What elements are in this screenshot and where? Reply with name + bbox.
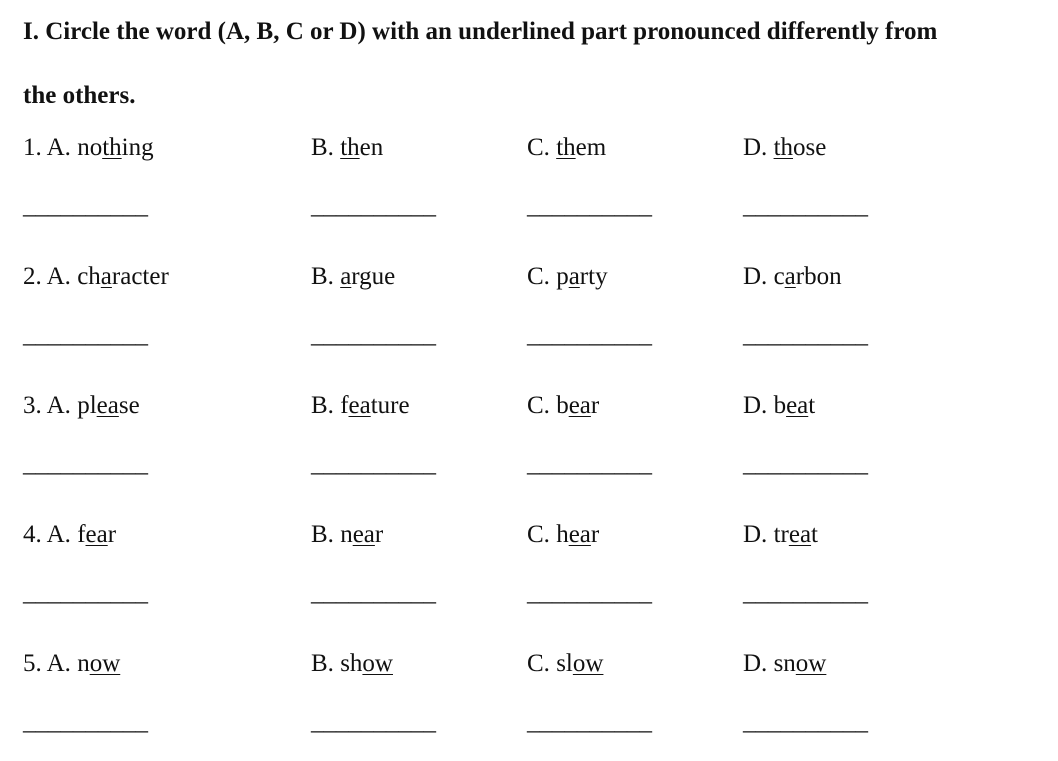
answer-option[interactable] <box>743 388 815 424</box>
word-suffix: r <box>590 521 600 548</box>
answer-option[interactable] <box>527 388 599 424</box>
instruction-line-1: I. Circle the word (A, B, C or D) with an underlined part pronounced differently from <box>23 18 938 45</box>
word-suffix: rgue <box>351 263 396 290</box>
option-letter: A. <box>46 650 71 677</box>
question-number: 1. <box>23 134 42 161</box>
word-prefix: tr <box>773 521 789 548</box>
question-list <box>23 116 1043 761</box>
word-suffix: r <box>590 392 600 419</box>
underlined-part: ow <box>89 650 121 677</box>
word-suffix: en <box>359 134 384 161</box>
answer-option[interactable] <box>743 259 842 295</box>
answer-option[interactable] <box>23 517 116 553</box>
answer-blank[interactable]: __________ <box>743 450 868 477</box>
answer-blank[interactable]: __________ <box>311 708 436 735</box>
answer-blank[interactable]: __________ <box>743 192 868 219</box>
underlined-part: ea <box>568 521 591 548</box>
option-word <box>77 650 120 677</box>
option-word <box>774 392 816 419</box>
underlined-part: ow <box>795 650 827 677</box>
word-prefix: f <box>77 521 86 548</box>
option-word <box>556 650 603 677</box>
word-prefix: c <box>773 263 785 290</box>
question-row <box>23 116 1043 245</box>
option-letter: B. <box>311 392 334 419</box>
underlined-part: ea <box>786 392 809 419</box>
question-row <box>23 245 1043 374</box>
option-word <box>556 134 606 161</box>
underlined-part: a <box>784 263 796 290</box>
answer-blank[interactable]: __________ <box>311 192 436 219</box>
underlined-part: ea <box>85 521 108 548</box>
word-prefix: n <box>77 650 90 677</box>
option-letter: C. <box>527 263 550 290</box>
option-word <box>556 392 599 419</box>
answer-option[interactable] <box>743 130 826 166</box>
question-number: 4. <box>23 521 42 548</box>
answer-option[interactable] <box>311 388 410 424</box>
option-letter: A. <box>46 263 71 290</box>
option-letter: A. <box>46 134 71 161</box>
word-suffix: racter <box>111 263 169 290</box>
underlined-part: ea <box>352 521 375 548</box>
instruction-line-2: the others. <box>23 82 136 109</box>
option-word <box>77 521 116 548</box>
option-letter: C. <box>527 392 550 419</box>
option-word <box>77 392 139 419</box>
option-word <box>77 134 153 161</box>
option-word <box>774 650 827 677</box>
answer-blank[interactable]: __________ <box>311 321 436 348</box>
option-letter: B. <box>311 134 334 161</box>
option-word <box>556 521 599 548</box>
answer-blank[interactable]: __________ <box>527 450 652 477</box>
answer-option[interactable] <box>23 388 140 424</box>
answer-option[interactable] <box>743 646 826 682</box>
option-letter: B. <box>311 521 334 548</box>
answer-blank[interactable]: __________ <box>23 708 148 735</box>
option-letter: A. <box>46 392 71 419</box>
underlined-part: a <box>100 263 112 290</box>
word-suffix: t <box>808 392 816 419</box>
option-letter: D. <box>743 650 768 677</box>
answer-blank[interactable]: __________ <box>23 450 148 477</box>
question-row <box>23 374 1043 503</box>
underlined-part: a <box>568 263 580 290</box>
question-number: 2. <box>23 263 42 290</box>
word-suffix: rbon <box>795 263 842 290</box>
option-word <box>556 263 607 290</box>
option-letter: B. <box>311 650 334 677</box>
answer-option[interactable] <box>527 646 603 682</box>
instruction-heading <box>23 0 1053 128</box>
word-prefix: sn <box>773 650 796 677</box>
option-letter: B. <box>311 263 334 290</box>
word-prefix: ch <box>77 263 101 290</box>
answer-blank[interactable]: __________ <box>743 708 868 735</box>
option-letter: D. <box>743 392 768 419</box>
answer-blank[interactable]: __________ <box>23 192 148 219</box>
question-row <box>23 632 1043 761</box>
underlined-part: th <box>773 134 794 161</box>
option-word <box>340 263 395 290</box>
answer-option[interactable] <box>527 130 606 166</box>
underlined-part: ea <box>788 521 812 548</box>
option-letter: D. <box>743 263 768 290</box>
answer-option[interactable] <box>311 646 393 682</box>
answer-blank[interactable]: __________ <box>527 708 652 735</box>
answer-blank[interactable]: __________ <box>743 579 868 606</box>
option-letter: D. <box>743 134 768 161</box>
word-prefix: sl <box>556 650 573 677</box>
word-suffix: r <box>107 521 117 548</box>
option-word <box>340 521 383 548</box>
word-prefix: f <box>340 392 349 419</box>
option-letter: D. <box>743 521 768 548</box>
word-suffix: ture <box>370 392 410 419</box>
underlined-part: a <box>340 263 352 290</box>
underlined-part: th <box>556 134 576 161</box>
option-word <box>774 521 818 548</box>
option-word <box>340 392 409 419</box>
underlined-part: ea <box>348 392 371 419</box>
underlined-part: ea <box>568 392 591 419</box>
underlined-part: th <box>340 134 360 161</box>
answer-blank[interactable]: __________ <box>743 321 868 348</box>
answer-option[interactable] <box>23 259 169 295</box>
word-suffix: ose <box>793 134 827 161</box>
answer-blank[interactable]: __________ <box>527 192 652 219</box>
answer-blank[interactable]: __________ <box>23 579 148 606</box>
word-prefix: h <box>556 521 569 548</box>
answer-blank[interactable]: __________ <box>527 579 652 606</box>
word-suffix: rty <box>579 263 608 290</box>
option-letter: C. <box>527 521 550 548</box>
answer-blank[interactable]: __________ <box>311 579 436 606</box>
answer-option[interactable] <box>23 130 154 166</box>
question-number: 5. <box>23 650 42 677</box>
word-suffix: em <box>575 134 607 161</box>
option-letter: C. <box>527 650 550 677</box>
answer-option[interactable] <box>311 130 383 166</box>
answer-option[interactable] <box>527 517 599 553</box>
option-word <box>340 134 383 161</box>
word-prefix: b <box>556 392 569 419</box>
word-prefix: n <box>340 521 353 548</box>
answer-option[interactable] <box>23 646 120 682</box>
underlined-part: th <box>102 134 122 161</box>
word-suffix: t <box>811 521 818 548</box>
word-prefix: b <box>773 392 787 419</box>
option-word <box>77 263 169 290</box>
answer-blank[interactable]: __________ <box>527 321 652 348</box>
word-suffix: se <box>118 392 140 419</box>
answer-option[interactable] <box>311 517 383 553</box>
word-prefix: pl <box>77 392 97 419</box>
question-number: 3. <box>23 392 42 419</box>
word-suffix: r <box>374 521 384 548</box>
underlined-part: ow <box>362 650 393 677</box>
answer-option[interactable] <box>311 259 395 295</box>
word-prefix: sh <box>340 650 363 677</box>
answer-blank[interactable]: __________ <box>23 321 148 348</box>
underlined-part: ow <box>572 650 604 677</box>
underlined-part: ea <box>96 392 119 419</box>
option-letter: A. <box>46 521 71 548</box>
answer-blank[interactable]: __________ <box>311 450 436 477</box>
answer-option[interactable] <box>527 259 608 295</box>
answer-option[interactable] <box>743 517 818 553</box>
option-word <box>340 650 393 677</box>
option-letter: C. <box>527 134 550 161</box>
option-word <box>774 263 842 290</box>
word-prefix: no <box>77 134 103 161</box>
question-row <box>23 503 1043 632</box>
option-word <box>774 134 827 161</box>
word-prefix: p <box>556 263 569 290</box>
word-suffix: ing <box>121 134 154 161</box>
